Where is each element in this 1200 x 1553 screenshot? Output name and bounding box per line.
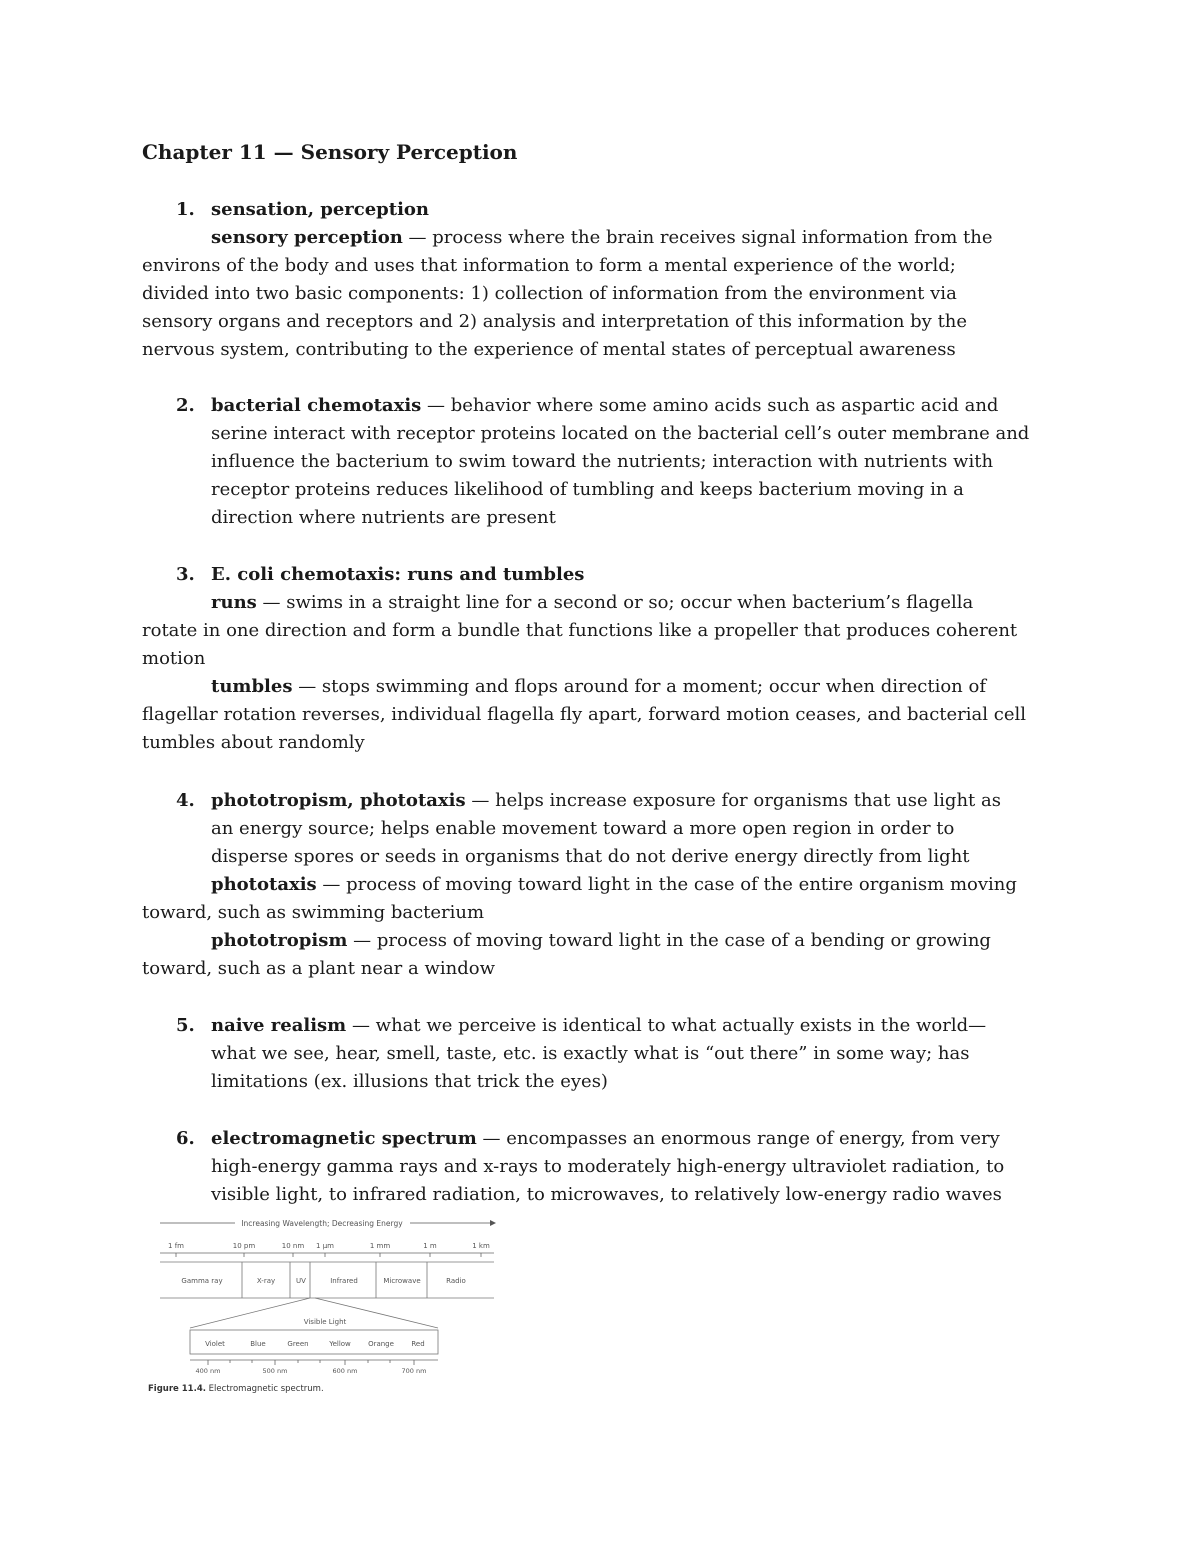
definition-line: toward, such as a plant near a window — [142, 958, 495, 979]
term: phototropism, phototaxis — [211, 790, 466, 811]
band-label: Radio — [446, 1277, 466, 1285]
zoom-line — [190, 1298, 310, 1328]
definition-line: electromagnetic spectrum — encompasses an enormous range of energy, from very — [211, 1128, 1000, 1149]
item-number: 1. — [176, 199, 195, 220]
scale-label: 1 mm — [369, 1242, 391, 1250]
item-number: 3. — [176, 564, 195, 585]
spectrum-figure — [140, 1210, 510, 1400]
color-label: Green — [287, 1340, 309, 1348]
definition-line: phototropism — process of moving toward light in the case of a bending or growing — [211, 930, 991, 951]
chapter-title: Chapter 11 — Sensory Perception — [142, 140, 518, 164]
figure-caption: Figure 11.4. Electromagnetic spectrum. — [148, 1384, 324, 1394]
band-label: X-ray — [256, 1277, 276, 1285]
scale-label: 1 fm — [168, 1242, 184, 1250]
scale-label: 1 m — [423, 1242, 437, 1250]
definition-line: rotate in one direction and form a bundle that functions like a propeller that produces coherent — [142, 620, 1018, 641]
definition-line: tumbles — stops swimming and flops around for a moment; occur when direction of — [211, 676, 986, 697]
band-label: UV — [296, 1277, 306, 1285]
definition-line: sensory perception — process where the brain receives signal information from the — [211, 227, 993, 248]
definition-line: visible light, to infrared radiation, to microwaves, to relatively low-energy radio waves — [211, 1184, 1002, 1205]
definition-line: an energy source; helps enable movement toward a more open region in order to — [211, 818, 955, 839]
definition-line: limitations (ex. illusions that trick the eyes) — [211, 1071, 608, 1092]
term: bacterial chemotaxis — [211, 395, 422, 416]
definition-line: environs of the body and uses that information to form a mental experience of the world; — [142, 255, 956, 276]
arrow-label: Increasing Wavelength; Decreasing Energy — [241, 1219, 403, 1228]
definition-line: receptor proteins reduces likelihood of tumbling and keeps bacterium moving in a — [211, 479, 964, 500]
definition-line: flagellar rotation reverses, individual flagella fly apart, forward motion ceases, and bacterial cell — [142, 704, 1026, 725]
item-number: 6. — [176, 1128, 195, 1149]
definition-line: serine interact with receptor proteins located on the bacterial cell’s outer membrane and — [211, 423, 1030, 444]
definition-line: phototropism, phototaxis — helps increase exposure for organisms that use light as — [211, 790, 1001, 811]
definition-line: motion — [142, 648, 206, 669]
item-heading: sensation, perception — [211, 199, 430, 220]
definition-line: toward, such as swimming bacterium — [142, 902, 485, 923]
arrow-head-icon — [490, 1220, 496, 1226]
scale-label: 1 µm — [316, 1242, 334, 1250]
band-label: Microwave — [383, 1277, 421, 1285]
color-label: Yellow — [329, 1340, 351, 1348]
definition-line: naive realism — what we perceive is identical to what actually exists in the world— — [211, 1015, 987, 1036]
term: phototropism — [211, 930, 348, 951]
color-label: Orange — [368, 1340, 394, 1348]
definition-line: divided into two basic components: 1) collection of information from the environment via — [142, 283, 957, 304]
definition-line: high-energy gamma rays and x-rays to moderately high-energy ultraviolet radiation, to — [211, 1156, 1005, 1177]
definition-line: disperse spores or seeds in organisms that do not derive energy directly from light — [211, 846, 970, 867]
visible-light-box — [190, 1330, 438, 1354]
nm-label: 600 nm — [332, 1367, 358, 1375]
definition-line: phototaxis — process of moving toward light in the case of the entire organism moving — [211, 874, 1017, 895]
visible-light-label: Visible Light — [303, 1318, 347, 1326]
term: naive realism — [211, 1015, 347, 1036]
scale-label: 10 pm — [232, 1242, 256, 1250]
definition-line: sensory organs and receptors and 2) analysis and interpretation of this information by the — [142, 311, 968, 332]
term: sensory perception — [211, 227, 403, 248]
definition-line: direction where nutrients are present — [211, 507, 556, 528]
definition-line: nervous system, contributing to the experience of mental states of perceptual awareness — [142, 339, 956, 360]
item-number: 4. — [176, 790, 195, 811]
definition-line: tumbles about randomly — [142, 732, 365, 753]
definition-line: bacterial chemotaxis — behavior where some amino acids such as aspartic acid and — [211, 395, 999, 416]
color-label: Red — [411, 1340, 425, 1348]
item-heading: E. coli chemotaxis: runs and tumbles — [211, 564, 585, 585]
band-label: Infrared — [330, 1277, 358, 1285]
item-number: 5. — [176, 1015, 195, 1036]
definition-line: runs — swims in a straight line for a second or so; occur when bacterium’s flagella — [211, 592, 974, 613]
nm-label: 400 nm — [195, 1367, 221, 1375]
definition-line: influence the bacterium to swim toward the nutrients; interaction with nutrients with — [211, 451, 994, 472]
scale-label: 1 km — [472, 1242, 490, 1250]
scale-label: 10 nm — [281, 1242, 305, 1250]
nm-label: 700 nm — [401, 1367, 427, 1375]
term: runs — [211, 592, 257, 613]
color-label: Blue — [250, 1340, 266, 1348]
band-label: Gamma ray — [181, 1277, 223, 1285]
term: phototaxis — [211, 874, 317, 895]
term: electromagnetic spectrum — [211, 1128, 477, 1149]
item-number: 2. — [176, 395, 195, 416]
spectrum-diagram — [140, 1210, 510, 1400]
definition-line: what we see, hear, smell, taste, etc. is exactly what is “out there” in some way; has — [211, 1043, 970, 1064]
nm-label: 500 nm — [262, 1367, 288, 1375]
color-label: Violet — [205, 1340, 225, 1348]
term: tumbles — [211, 676, 293, 697]
